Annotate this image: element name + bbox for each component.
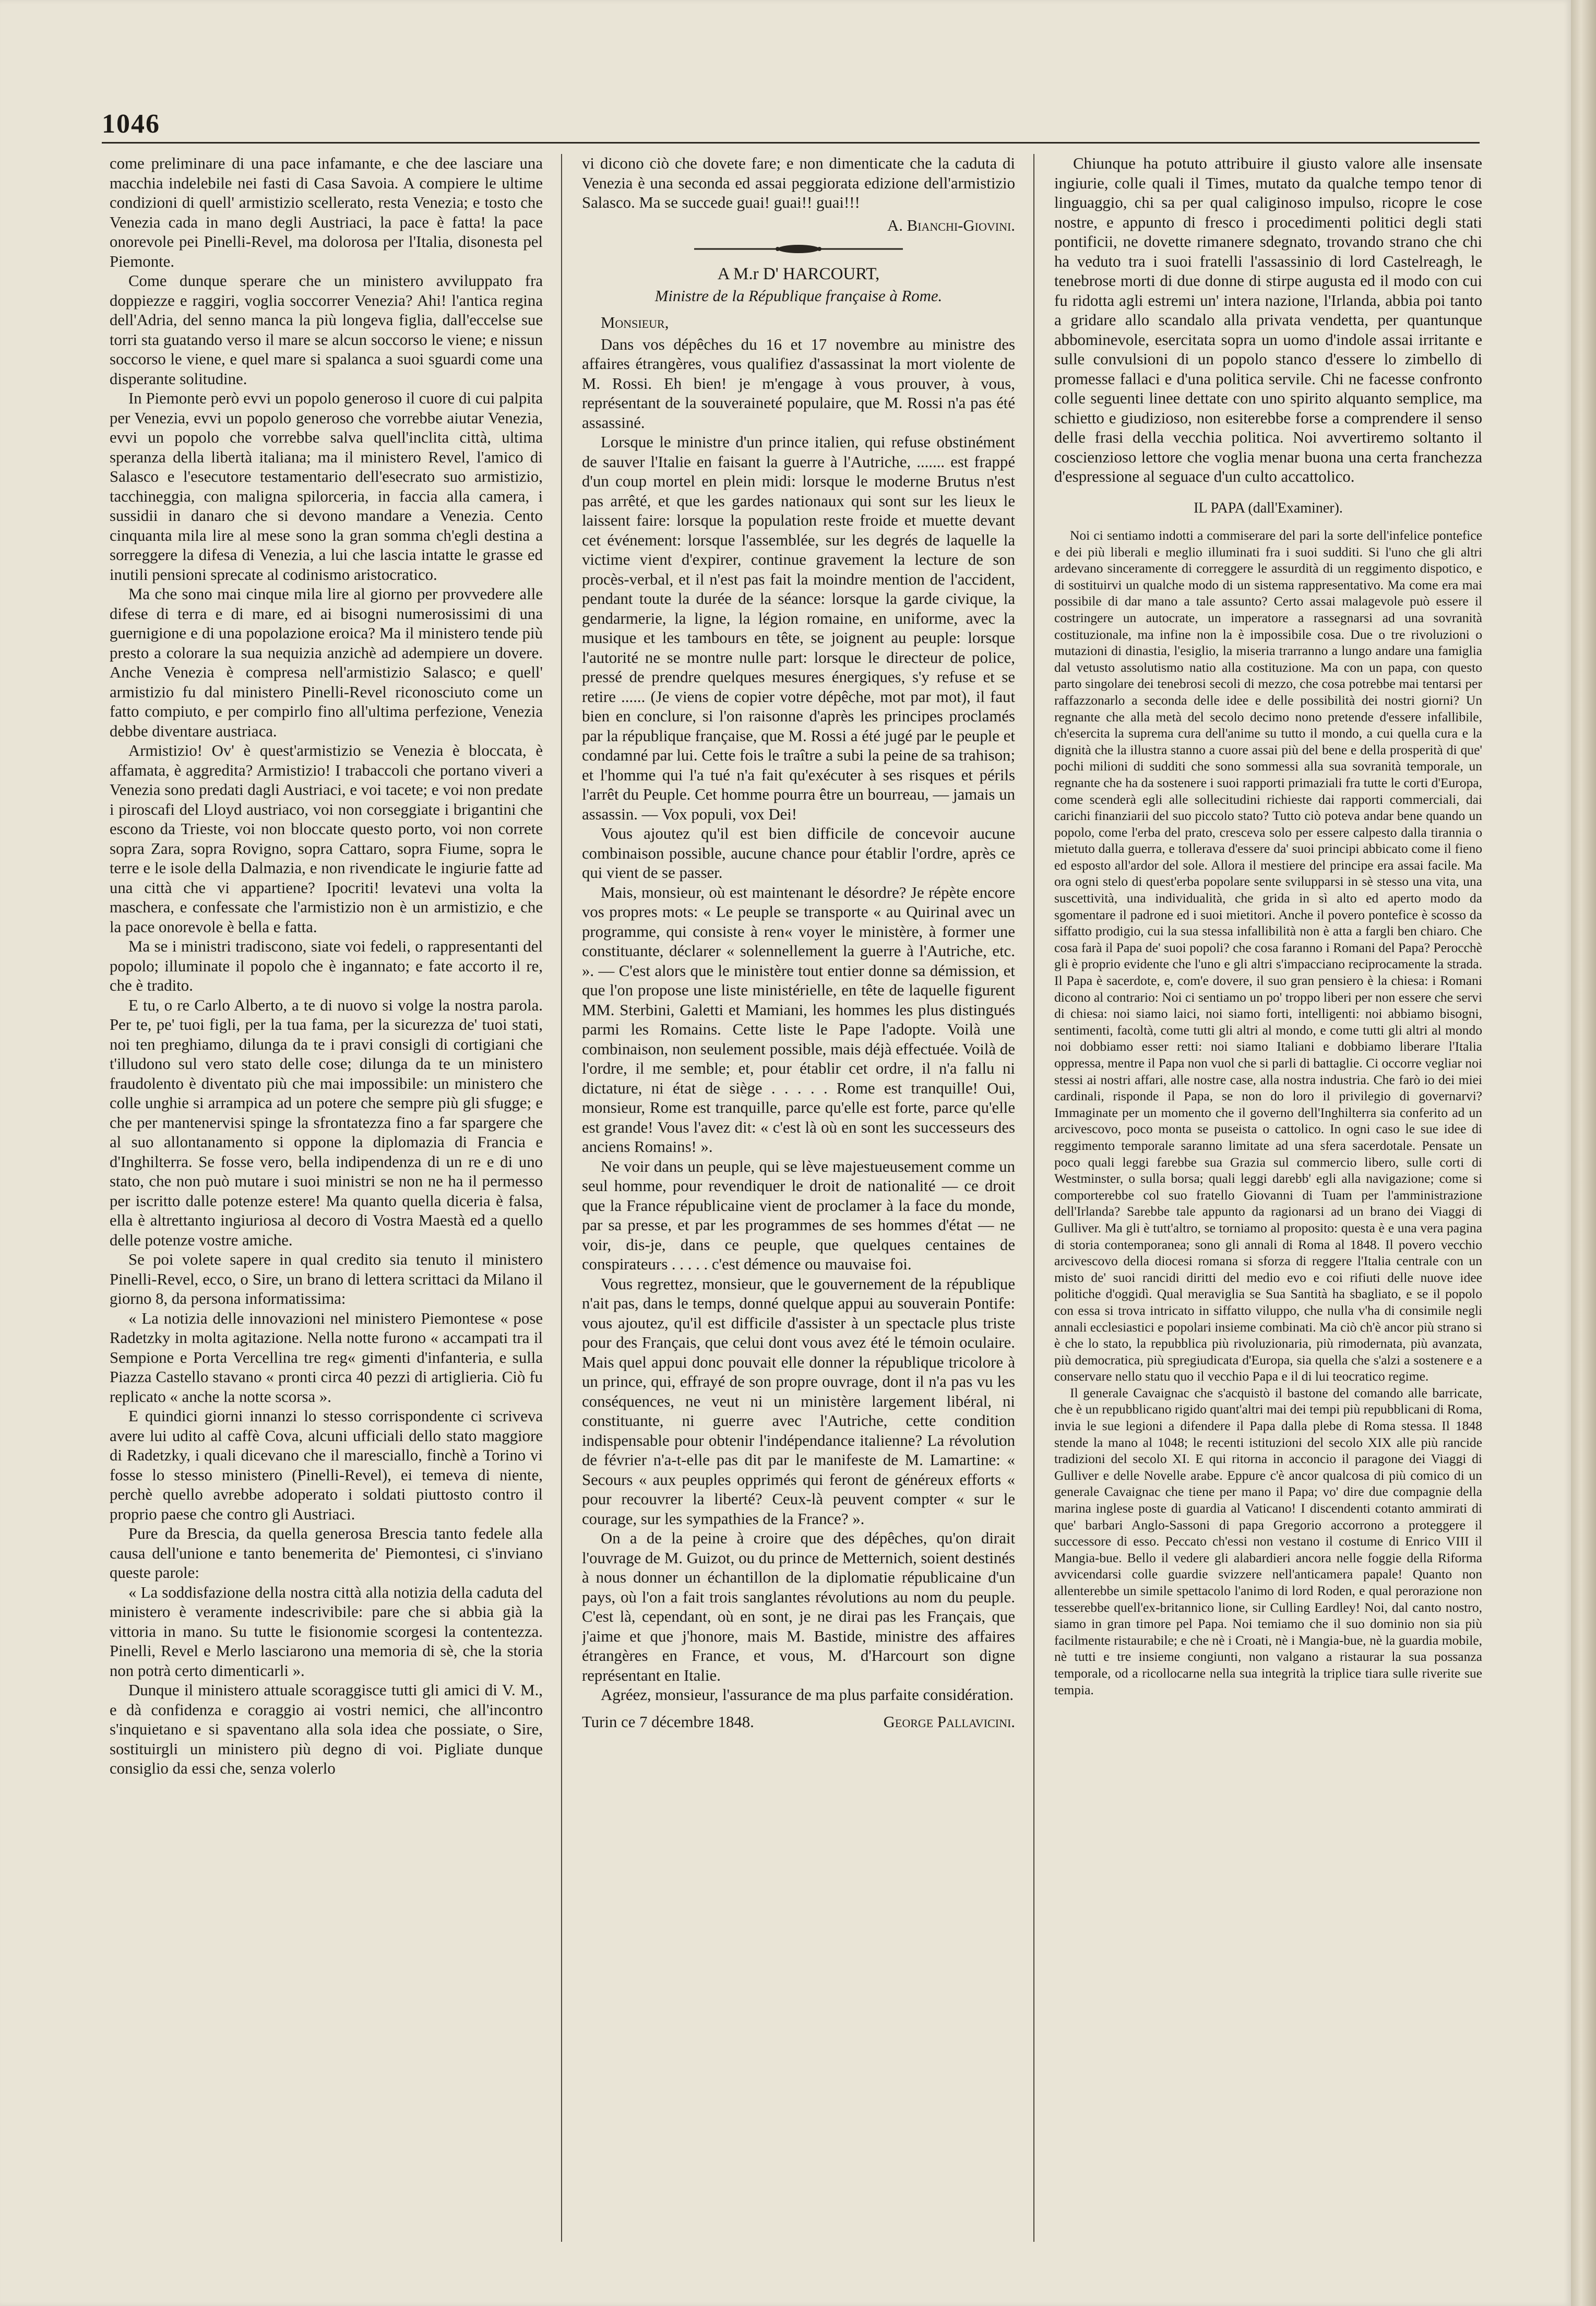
paragraph: Chiunque ha potuto attribuire il giusto valore alle insensate ingiurie, colle quali il Times, mutato da qualche tempo tenor di linguaggio, chi sa per qual caliginoso impulso, ricopre le cose nostre, e appunto di fresco i procedimenti politici degli stati pontificii, ne dovette rimanere sdegnato, trovando strano che chi ha veduto tra i suoi fratelli l'assassinio di lord Castelreagh, le tenebrose morti di due donne di stirpe augusta ed il modo con cui fu ridotta agli estremi un' intera nazione, l'Irlanda, abbia poi tanto a gridare allo scandalo alla privata vendetta, per quantunque abbominevole, esercitata sopra un uomo d'indole assai irritante e sulle convulsioni di un popolo stanco d'essere lo zimbello di promesse fallaci e d'una politica servile. Chi ne facesse confronto colle seguenti linee dettate con uno spirito alquanto semplice, ma schietto e giudizioso, non esiterebbe forse a comprendere il senso delle frasi della vecchia politica. Noi avvertiremo soltanto il coscienzioso lettore che voglia menar buona una certa franchezza d'espressione al seguace d'un culto accattolico. [1054, 154, 1482, 485]
paragraph: Dunque il ministero attuale scoraggisce tutti gli amici di V. M., e dà confidenza e coraggio ai vostri nemici, che all'incontro s'inquietano e si spaventano alla sola idea che possiate, o Sire, sostituirgli un ministero più degno di voi. Pigliate dunque consiglio da essi che, senza volerlo [110, 1681, 543, 1777]
column-3 [1054, 154, 1482, 2257]
paragraph: Ne voir dans un peuple, qui se lève majestueusement comme un seul homme, pour revendiquer le droit de nationalité — ce droit que la France républicaine vient de proclamer à la face du monde, par sa presse, et par les programmes de ses hommes d'état — ne voir, dis-je, dans ce peuple, que quelques centaines de conspirateurs . . . . . c'est démence ou mauvaise foi. [582, 1157, 1015, 1273]
paragraph: Ma che sono mai cinque mila lire al giorno per provvedere alle difese di terra e di mare, ed ai bisogni numerosissimi di una guernigione e di una popolazione eroica? Ma il ministero tende più presto a colorare la sua nequizia anzichè ad adempiere un dovere. Anche Venezia è compresa nell'armistizio Salasco; e quell' armistizio fu dal ministero Pinelli-Revel riconosciuto come un fatto compiuto, e per compirlo fino all'ultima perfezione, Venezia debbe diventare austriaca. [110, 585, 543, 740]
paragraph: come preliminare di una pace infamante, e che dee lasciare una macchia indelebile nei fasti di Casa Savoia. A compiere le ultime condizioni di quell' armistizio scellerato, resta Venezia; e tosto che Venezia cada in mano degli Austriaci, la pace è fatta! la pace onorevole pei Pinelli-Revel, ma dolorosa per l'Italia, disonesta pel Piemonte. [110, 154, 543, 270]
paragraph: In Piemonte però evvi un popolo generoso il cuore di cui palpita per Venezia, evvi un popolo generoso che vorrebbe aiutar Venezia, evvi un popolo che vorrebbe salva quell'inclita città, ultima speranza della libertà italiana; ma il ministero Revel, l'amico di Salasco e l'esecutore testamentario dell'esecrato suo armistizio, tacchineggia, con maligna spilorceria, in faccia alla camera, i sussidii in danaro che si devono mandare a Venezia. Cento cinquanta mila lire al mese sono la gran somma ch'egli destina a sorreggere la difesa di Venezia, a lui che lascia intatte le grasse ed inutili pensioni sprecate al codinismo aristocratico. [110, 389, 543, 584]
paragraph: Vous regrettez, monsieur, que le gouvernement de la république n'ait pas, dans le temps, donné quelque appui au souverain Pontife: vous ajoutez, qu'il est difficile d'assister à un spectacle plus triste pour des Français, que celui dont vous avez été le témoin oculaire. Mais quel appui donc pouvait elle donner la république tricolore à un prince, qui, effrayé de son propre ouvrage, dont il n'a pas vu les conséquences, ne veut ni un ministère largement libéral, ni constituante, ni guerre avec l'Autriche, cette condition indispensable pour obtenir l'indépendance italienne? La révolution de février n'a-t-elle pas dit par le manifeste de M. Lamartine: « Secours « aux peuples opprimés qui feront de généreux efforts « pour recouvrer la liberté? Ceux-là peuvent compter « sur le courage, sur les sympathies de la France? ». [582, 1275, 1015, 1528]
paragraph: Vous ajoutez qu'il est bien difficile de concevoir aucune combinaison possible, aucune chance pour établir l'ordre, après ce qui vient de se passer. [582, 825, 1015, 882]
paragraph: Agréez, monsieur, l'assurance de ma plus parfaite considération. [601, 1686, 1014, 1704]
paragraph: E tu, o re Carlo Alberto, a te di nuovo si volge la nostra parola. Per te, pe' tuoi figli, per la tua fama, per la sicurezza de' tuoi stati, noi ten preghiamo, dilunga da te i pravi consigli di cortigiani che t'illudono sul vero stato delle cose; dilunga da te un ministero fraudolento è diventato più che mai impossibile: un ministero che colle unghie si arrampica ad un potere che sempre più gli sfugge; e che per mantenervisi spinge la sfrontatezza fino a far spargere che al suo allontanamento si oppone la diplomazia di Francia e d'Inghilterra. Se fosse vero, bella indipendenza di un re e di uno stato, che non può mutare i suoi ministri se non ne ha il permesso per iscritto dalle potenze estere! Ma quanto quella diceria è falsa, ella è altrettanto ingiuriosa al decoro di Vostra Maestà ed a quello delle potenze vostre amiche. [110, 996, 543, 1249]
paragraph: Pure da Brescia, da quella generosa Brescia tanto fedele alla causa dell'unione e tanto benemerita de' Piemontesi, ci s'inviano queste parole: [110, 1525, 543, 1582]
column-1 [110, 154, 543, 2257]
paragraph: Armistizio! Ov' è quest'armistizio se Venezia è bloccata, è affamata, è aggredita? Armistizio! I trabaccoli che portano viveri a Venezia sono predati dagli Austriaci, e voi tacete; e voi non predate i piroscafi del Lloyd austriaco, voi non corseggiate i brigantini che escono da Trieste, voi non bloccate questo porto, voi non correte sopra Zara, sopra Rovigno, sopra Cattaro, sopra Fiume, sopra le terre e le isole della Dalmazia, e non rivendicate le ingiurie fatte ad una città che vi appartiene? Ipocriti! levatevi una volta la maschera, e confessate che l'armistizio non è un armistizio, e che la pace onorevole è bella e fatta. [110, 742, 543, 936]
paragraph: Noi ci sentiamo indotti a commiserare del pari la sorte dell'infelice pontefice e dei più liberali e meglio illuminati fra i suoi sudditi. Si l'uno che gli altri ardevano sinceramente di correggere le assurdità di un reggimento dispotico, e di sostituirvi un qualche modo di un sistema rappresentativo. Ma come era mai possibile di dar mano a tale assunto? Certo assai malagevole può essere il costringere un autocrate, un imperatore a rassegnarsi ad una sovranità costituzionale, ma infine non la è impossibile cosa. Due o tre rivoluzioni o mutazioni di dinastia, l'esiglio, la miseria trarranno a lungo andare una famiglia dal vetusto assolutismo natio alla costituzione. Ma con un papa, con questo parto singolare dei tenebrosi secoli di mezzo, che cosa potrebbe mai tentarsi per raffazzonarlo a seconda delle idee e delle possibilità dei nostri giorni? Un regnante che alla metà del secolo decimo nono pretende d'essere infallibile, ch'esercita la suprema cura dell'anime su tutto il mondo, a cui quella cura e la dignità che la illustra stanno a cuore assai più del bene e della prosperità di que' pochi milioni di sudditi che sono sommessi alla sua sovranità temporale, un regnante che ha da sostenere i suoi rapporti primaziali fra tutte le corti d'Europa, come scenderà egli alle sollecitudini richieste dai rapporti commerciali, dai carichi finanziarii del suo piccolo stato? Tutto ciò poteva andar bene quando un popolo, come l'erba del prato, cresceva solo per essere calpesto dalla tirannia o mietuto dalla guerra, e tollerava d'essere da' suoi principi abbicato come il fieno ed esposto all'ardor del sole. Allora il mestiere del principe era assai facile. Ma ora ogni stelo di quest'erba popolare sente svilupparsi in sè stesso una vita, una suscettività, una individualità, che grida in sì alto ed aperto modo da sgomentare il padrone ed i suoi mietitori. Anche il povero pontefice è scosso da siffatto prodigio, cui la sua stessa infallibilità non è atta a fargli ben chiaro. Che cosa farà il Papa de' suoi popoli? che cosa faranno i Romani del Papa? Perocchè gli è proprio evidente che l'uno e gli altri s'impacciano reciprocamente la strada. Il Papa è sacerdote, e, com'e dovere, il suo gran pensiero è la chiesa: i Romani dicono al contrario: Noi ci sentiamo un po' troppo liberi per non essere che servi di chiesa: noi siamo laici, noi siamo forti, intelligenti: noi abbiamo bisogni, sentimenti, facoltà, come tutti gli altri al mondo, e come tutti gli altri al mondo noi dobbiamo esser retti: noi siamo Italiani e dobbiamo liberare l'Italia oppressa, mentre il Papa non vuol che si parli di battaglie. Ci occorre vegliar noi stessi ai nostri affari, alle nostre case, alla nostra industria. Che farò io dei miei cardinali, risponde il Papa, se non do loro il privilegio di governarvi? Immaginate per un momento che il governo dell'Inghilterra sia conferito ad un arcivescovo, poco monta se puseista o cattolico. In ogni caso le sue idee di reggimento temporale saranno limitate ad una sfera sacerdotale. Pensate un poco quali leggi farebbe sua Grazia sul commercio libero, sulle corti di Westminster, o sulla borsa; quali leggi darebb' egli alla navigazione; come si comporterebbe col suo fratello Giovanni di Tuam per l'amministrazione dell'Irlanda? Sarebbe tale appunto da ragionarsi ad un brano dei Viaggi di Gulliver. Ma gli è tutt'altro, se torniamo al proposito: questa è e una vera pagina di storia contemporanea; sono gli annali di Roma al 1848. Il povero vecchio arcivescovo della diocesi romana si sforza di reggere l'Italia centrale con un misto de' suoi rancidi diritti del medio evo e coi rifiuti delle nuove idee politiche d'oggidì. Qual meraviglia se Sua Santità ha sbagliato, e se il popolo con essa si trova intricato in siffatto viluppo, che nulla v'ha di consimile negli annali ecclesiastici e popolari insieme combinati. Ma ciò ch'è ancor più strano si è che lo stato, la repubblica più rivoluzionaria, più rimodernata, più avanzata, più democratica, più spregiudicata d'Europa, sia quella che s'alzi a sostenere e a conservare nello statu quo il vecchio Papa e il di lui teocratico regime. [1054, 528, 1482, 1384]
paragraph: On a de la peine à croire que des dépêches, qu'on dirait l'ouvrage de M. Guizot, ou du prince de Metternich, soient destinés à nous donner un échantillon de la diplomatie républicaine d'un pays, où l'on a fait trois sanglantes révolutions au nom du peuple. C'est là, cependant, où en sont, je ne dirai pas les Français, que j'aime et que j'honore, mais M. Bastide, ministre des affaires étrangères en France, et vous, M. d'Harcourt son digne représentant en Italie. [582, 1529, 1015, 1684]
paragraph: Come dunque sperare che un ministero avviluppato fra doppiezze e raggiri, voglia soccorrer Venezia? Ahi! l'antica regina dell'Adria, del senno manca la più longeva figlia, dall'eccelse sue torri sta guatando verso il mare se alcun soccorso le viene; e nissun soccorso le viene, e quel mare si spalanca a suoi sguardi come una disperante solitudine. [110, 272, 543, 388]
letter-date: Turin ce 7 décembre 1848. [582, 1713, 754, 1731]
letter-signature: George Pallavicini. [883, 1713, 1015, 1731]
quotation: « La notizia delle innovazioni nel ministero Piemontese « pose Radetzky in molta agitazione. Nella notte furono « accampati tra il Sempione e Porta Vercellina tre reg« gimenti d'infanteria, e sulla Piazza Castello stavano « pronti circa 40 pezzi di artiglieria. Ciò fu replicato « anche la notte scorsa ». [110, 1309, 543, 1406]
ornament-divider [689, 243, 908, 255]
letter-subheading: Ministre de la République française à Rome. [654, 287, 943, 305]
author-signature: A. Bianchi-Giovini. [887, 216, 1015, 234]
column-divider [561, 154, 562, 2242]
paragraph: Mais, monsieur, où est maintenant le désordre? Je répète encore vos propres mots: « Le peuple se transporte « au Quirinal avec un programme, qui consiste à ren« voyer le ministère, à former une constituante, déclarer « solennellement la guerre à l'Autriche, etc. ». — C'est alors que le ministère tout entier donne sa démission, et que l'on propose une liste ministérielle, en tête de laquelle figurent MM. Sterbini, Galetti et Mamiani, les hommes les plus distingués parmi les Romains. Cette liste le Pape l'adopte. Voilà une combinaison, non seulement possible, mais déjà effectuée. Voilà de l'ordre, il me semble; et, pour établir cet ordre, il n'a fallu ni dictature, ni état de siège . . . . . Rome est tranquille! Oui, monsieur, Rome est tranquille, parce qu'elle est forte, parce qu'elle est grande! Vous l'avez dit: « c'est là où en sont les successeurs des anciens Romains! ». [582, 883, 1015, 1156]
quotation: « La soddisfazione della nostra città alla notizia della caduta del ministero è veramente indescrivibile: pare che si abbia già la vittoria in mano. Su tutte le fisionomie scorgesi la contentezza. Pinelli, Revel e Merlo lasciarono una memoria di sè, che la storia non potrà certo dimenticarli ». [110, 1583, 543, 1680]
paragraph: Se poi volete sapere in qual credito sia tenuto il ministero Pinelli-Revel, ecco, o Sire, un brano di lettera scrittaci da Milano il giorno 8, da persona informatissima: [110, 1251, 543, 1307]
salutation: Monsieur, [601, 314, 669, 331]
page-edge [1571, 0, 1596, 2306]
header-rule [102, 142, 1480, 144]
column-divider [1033, 154, 1034, 2242]
section-body [1054, 527, 1482, 1698]
letter-heading: A M.r D' HARCOURT, [717, 265, 880, 283]
column-2 [582, 154, 1015, 2257]
page-number: 1046 [102, 109, 160, 139]
paragraph: E quindici giorni innanzi lo stesso corrispondente ci scriveva avere lui udito al caffè Cova, alcuni ufficiali dello stato maggiore di Radetzky, i quali dicevano che il maresciallo, finchè a Torino vi fosse lo stesso ministero (Pinelli-Revel), ei temeva di niente, perchè quello avrebbe adoperato i soldati piuttosto contro il proprio paese che contro gli Austriaci. [110, 1407, 543, 1523]
section-title: IL PAPA (dall'Examiner). [1194, 500, 1343, 516]
paragraph: vi dicono ciò che dovete fare; e non dimenticate che la caduta di Venezia è una seconda ed assai peggiorata edizione dell'armistizio Salasco. Ma se succede guai! guai!! guai!!! [582, 154, 1015, 211]
paragraph: Dans vos dépêches du 16 et 17 novembre au ministre des affaires étrangères, vous qualifiez d'assassinat la mort violente de M. Rossi. Eh bien! je m'engage à vous prouver, à vous, représentant de la souveraineté populaire, que M. Rossi n'a pas été assassiné. [582, 335, 1015, 432]
paragraph: Il generale Cavaignac che s'acquistò il bastone del comando alle barricate, che è un repubblicano rigido quant'altri mai dei tempi più repubblicani di Roma, invia le sue legioni a difendere il Papa dalla plebe di Roma stessa. Il 1848 stende la mano al 1048; le recenti istituzioni del secolo XIX alle più rancide tradizioni del secolo XI. E qui ritorna in acconcio il paragone dei Viaggi di Gulliver e delle Novelle arabe. Eppure c'è ancor qualcosa di più comico di un generale Cavaignac che tiene per mano il Papa; vo' dire due compagnie della marina inglese poste di guardia al Vaticano! I discendenti cotanto ammirati di que' barbari Anglo-Sassoni di papa Gregorio accorrono a proteggere il successore di esso. Peccato ch'essi non vestano il costume di Enrico VIII il Mangia-bue. Bello il vedere gli alabardieri ancora nelle foggie della Riforma avvicendarsi colle guardie svizzere nell'anticamera papale! Quanto non allenterebbe un simile spettacolo l'animo di lord Roden, e qual perorazione non tesserebbe quell'ex-britannico lione, sir Culling Eardley! Noi, dal canto nostro, siamo in gran timore pel Papa. Noi temiamo che il suo dominio non sia più facilmente ristaurabile; e che nè i Croati, nè i Mangia-bue, nè la guardia mobile, nè tutti e tre insieme congiunti, non valgano a ristaurar la sua possanza temporale, od a ricollocarne nella sua integrità la triplice tiara sulle riverite sue tempia. [1054, 1385, 1482, 1697]
paragraph: Ma se i ministri tradiscono, siate voi fedeli, o rappresentanti del popolo; illuminate il popolo che è ingannato; e fate accorto il re, che è tradito. [110, 937, 543, 994]
paragraph: Lorsque le ministre d'un prince italien, qui refuse obstinément de sauver l'Italie en faisant la guerre à l'Autriche, ....... est frappé d'un coup mortel en plein midi: lorsque le moderne Brutus n'est pas arrêté, et que les gardes nationaux qui sont sur les lieux le laissent faire: lorsque la population reste froide et muette devant cet événement: lorsque l'assemblée, sur les degrés de laquelle la victime vient d'expirer, continue gravement la lecture de son procès-verbal, et il n'est pas fait la moindre mention de l'accident, pendant toute la durée de la séance: lorsque la garde civique, la gendarmerie, la ligne, la légion romaine, en uniforme, avec la musique et les tambours en tête, se joignent au peuple: lorsque l'autorité ne se montre nulle part: lorsque le directeur de police, pressé de prendre quelques mesures énergiques, s'y refuse et se retire ...... (Je viens de copier votre dépêche, mot par mot), il faut bien en conclure, si l'on raisonne d'après les principes proclamés par la république française, que M. Rossi a été jugé par le peuple et condamné par lui. Cette fois le traître a subi la peine de sa trahison; et l'homme qui l'a tué n'a fait qu'exécuter à ses risques et périls l'arrêt du Peuple. Cet homme pourra être un bourreau, — jamais un assassin. — Vox populi, vox Dei! [582, 433, 1015, 823]
